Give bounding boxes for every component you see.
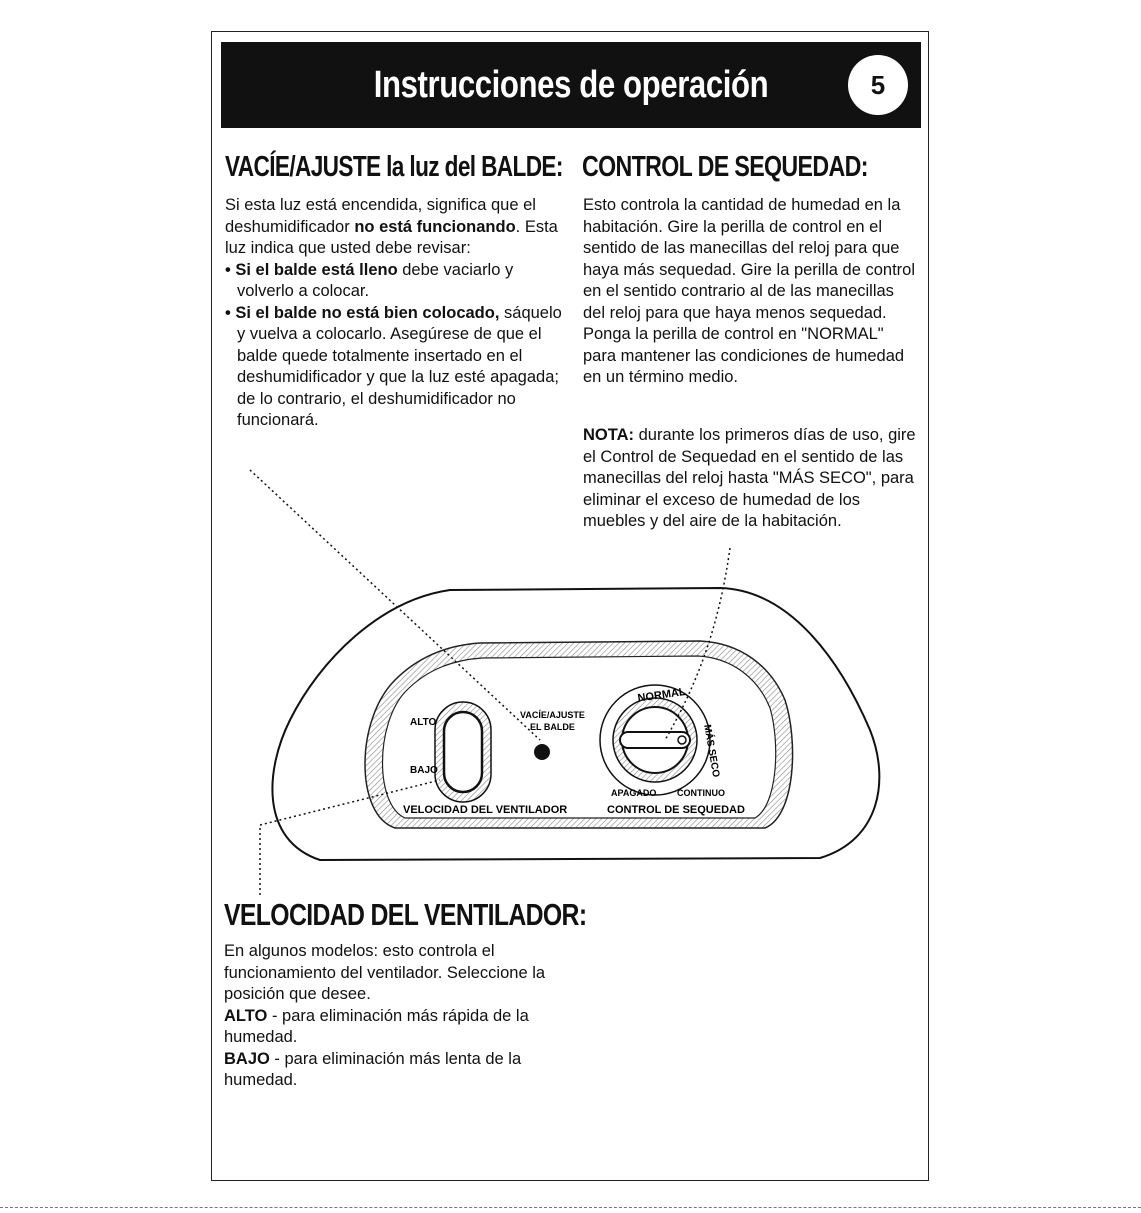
- fan-speed-body: En algunos modelos: esto controla el funcionamiento del ventilador. Seleccione la posición que desee.: [224, 942, 546, 1003]
- fan-speed-text: [224, 941, 564, 1092]
- bucket-indicator-light: [534, 744, 550, 760]
- empty-bucket-intro-bold: no está funcionando: [354, 217, 516, 236]
- dryness-knob-pointer: [620, 732, 690, 748]
- dryness-control-body: Esto controla la cantidad de humedad en la habitación. Gire la perilla de control en el sentido de las manecillas del reloj para que haya más sequedad. Gire la perilla de control en el sentido contrario al de las manecillas del reloj para que haya menos sequedad. Ponga la perilla de control en "NORMAL" para mantener las condiciones de humedad en un término medio.: [583, 196, 916, 386]
- fan-bajo-label: BAJO: [410, 765, 438, 776]
- dryness-note-text: durante los primeros días de uso, gire el Control de Sequedad en el sentido de las manecillas del reloj hasta "MÁS SECO", para eliminar el exceso de humedad de los muebles y del aire de la habitación.: [583, 426, 916, 530]
- dryness-note-label: NOTA:: [583, 426, 635, 444]
- fan-alto-text: - para eliminación más rápida de la humedad.: [224, 1006, 529, 1046]
- bucket-light-label-2: EL BALDE: [530, 722, 575, 732]
- fan-bajo-term: BAJO: [224, 1049, 270, 1068]
- fan-alto-term: ALTO: [224, 1006, 268, 1025]
- fan-speed-panel-label: VELOCIDAD DEL VENTILADOR: [403, 804, 568, 816]
- empty-bucket-intro-2: . Esta luz indica que usted debe revisar:: [225, 217, 558, 257]
- bullet-bucket-full-text: debe vaciarlo y volverlo a colocar.: [237, 260, 514, 300]
- fan-speed-heading: VELOCIDAD DEL VENTILADOR:: [224, 897, 587, 932]
- dryness-panel-label: CONTROL DE SEQUEDAD: [607, 804, 745, 816]
- fan-speed-switch: [444, 712, 482, 792]
- bucket-light-label-1: VACÍE/AJUSTE: [520, 710, 585, 720]
- page-number-badge: 5: [848, 55, 908, 115]
- page-edge-rule: [0, 1207, 1141, 1208]
- knob-continuo-label: CONTINUO: [677, 788, 725, 798]
- bullet-bucket-full-bold: • Si el balde está lleno: [225, 260, 398, 279]
- dryness-control-heading: CONTROL DE SEQUEDAD:: [582, 151, 868, 183]
- knob-apagado-label: APAGADO: [611, 788, 657, 798]
- fan-alto-label: ALTO: [410, 717, 437, 728]
- empty-bucket-intro-1: Si esta luz está encendida, significa que el deshumidificador: [225, 196, 536, 236]
- page-title: Instrucciones de operación: [373, 64, 769, 106]
- knob-mas-seco-label: MÁS SECO: [701, 723, 722, 779]
- bullet-bucket-misplaced-bold: • Si el balde no está bien colocado,: [225, 303, 500, 322]
- empty-bucket-heading: VACÍE/AJUSTE la luz del BALDE:: [225, 151, 563, 183]
- fan-bajo-text: - para eliminación más lenta de la humedad.: [224, 1049, 522, 1089]
- knob-normal-label: NORMAL: [636, 686, 687, 705]
- bullet-bucket-misplaced-text: sáquelo y vuelva a colocarlo. Asegúrese de que el balde quede totalmente insertado en el deshumidificador y que la luz esté apagada; de lo contrario, el deshumidificador no funcionará.: [237, 303, 562, 429]
